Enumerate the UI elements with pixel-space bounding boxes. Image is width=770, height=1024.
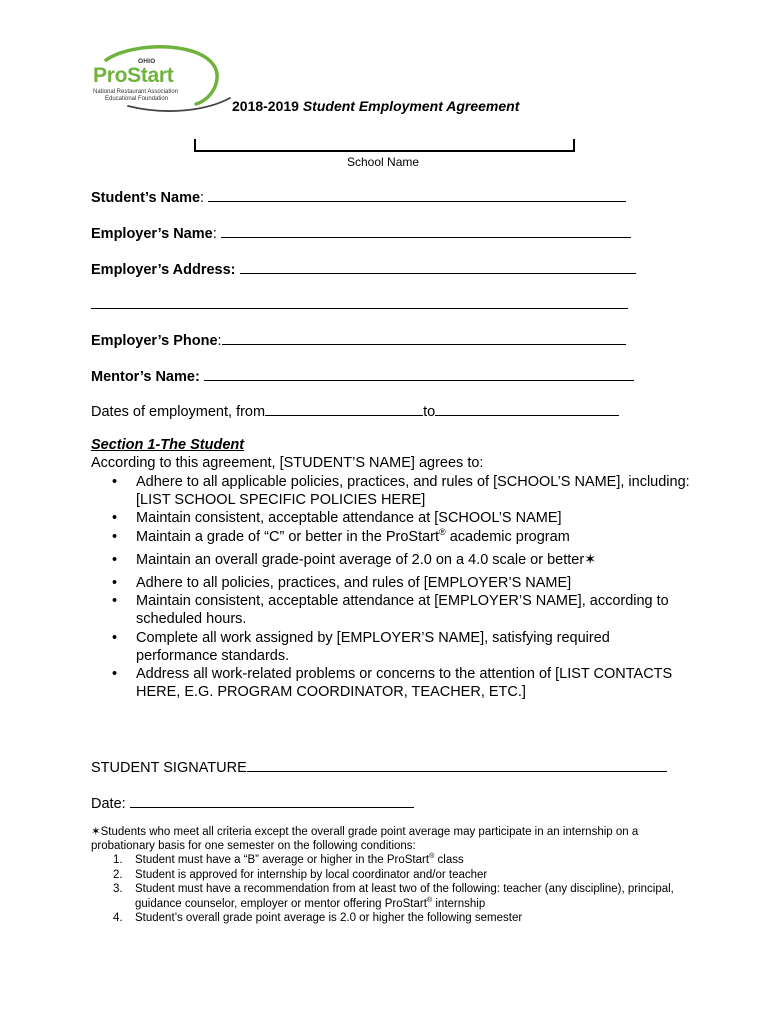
logo-tagline-2: Educational Foundation	[105, 96, 169, 102]
school-name-label: School Name	[347, 155, 420, 169]
list-item: • Adhere to all applicable policies, practices, and rules of [SCHOOL’S NAME], including: [LIST SCHOOL SPECIFIC POLICIES HERE]	[112, 474, 690, 509]
list-item: • Maintain consistent, acceptable attendance at [EMPLOYER’S NAME], according to scheduled hours.	[112, 593, 669, 628]
bullet-icon: •	[112, 575, 118, 592]
dates-to-label: to	[423, 404, 436, 420]
employer-phone-row: Employer’s Phone:	[91, 330, 626, 349]
list-item: • Maintain a grade of “C” or better in the ProStart® academic program	[112, 526, 570, 545]
asterisk-star-icon: ✶	[91, 826, 101, 838]
logo-ohio-text: OHIO	[138, 58, 156, 65]
footnote	[91, 826, 691, 854]
list-item: • Address all work-related problems or concerns to the attention of [LIST CONTACTS HERE, E.G. PROGRAM COORDINATOR, TEACHER, ETC.]	[112, 666, 673, 701]
section-1-list	[112, 473, 692, 701]
bullet-icon: •	[112, 510, 118, 527]
registered-mark: ®	[439, 526, 446, 537]
bullet-icon: •	[112, 551, 118, 568]
list-item: 4. Student’s overall grade point average is 2.0 or higher the following semester	[113, 912, 523, 924]
list-item: • Complete all work assigned by [EMPLOYER’S NAME], satisfying required performance standards.	[112, 629, 610, 664]
mentor-name-label: Mentor’s Name:	[91, 369, 200, 385]
date-row	[91, 793, 414, 812]
title-text: Student Employment Agreement	[302, 98, 520, 114]
dates-row	[91, 401, 619, 420]
employer-name-label: Employer’s Name	[91, 226, 213, 242]
logo-brand-text: ProStart	[93, 64, 174, 87]
date-field[interactable]	[130, 793, 414, 808]
employer-phone-label: Employer’s Phone	[91, 333, 218, 349]
registered-mark: ®	[426, 895, 433, 904]
bullet-icon: •	[112, 593, 118, 610]
student-signature-row	[91, 757, 667, 776]
logo-tagline-1: National Restaurant Association	[93, 89, 179, 95]
list-item: 3. Student must have a recommendation from at least two of the following: teacher (any discipline), principal, guidance counselor, employer or mentor offering ProStart® internship	[113, 883, 674, 910]
mentor-name-field[interactable]	[204, 366, 634, 381]
list-item: • Maintain consistent, acceptable attendance at [SCHOOL’S NAME]	[112, 510, 562, 527]
list-item: • Adhere to all policies, practices, and rules of [EMPLOYER’S NAME]	[112, 575, 572, 592]
list-item: 2. Student is approved for internship by local coordinator and/or teacher	[113, 868, 488, 881]
student-signature-label: STUDENT SIGNATURE	[91, 760, 247, 776]
dates-label: Dates of employment, from	[91, 404, 266, 420]
school-name-field[interactable]	[194, 139, 575, 152]
bullet-icon: •	[112, 629, 118, 646]
asterisk-star-icon: ✶	[584, 551, 597, 568]
section-1-intro: According to this agreement, [STUDENT’S NAME] agrees to:	[91, 455, 484, 471]
start-date-field[interactable]	[265, 401, 423, 416]
employer-address-label: Employer’s Address:	[91, 262, 236, 278]
end-date-field[interactable]	[435, 401, 619, 416]
student-signature-field[interactable]	[247, 757, 667, 772]
bullet-icon: •	[112, 528, 118, 545]
student-name-field[interactable]	[208, 187, 626, 202]
registered-mark: ®	[429, 852, 435, 861]
mentor-name-row	[91, 366, 634, 385]
section-1-title: Section 1-The Student	[91, 437, 245, 453]
employer-address-line-2[interactable]	[91, 308, 628, 309]
employer-name-row: Employer’s Name:	[91, 223, 631, 242]
list-item: • Maintain an overall grade-point average of 2.0 on a 4.0 scale or better✶	[112, 551, 597, 568]
bullet-icon: •	[112, 474, 118, 490]
employer-phone-field[interactable]	[222, 330, 626, 345]
employer-address-field[interactable]	[240, 259, 636, 274]
title-year: 2018-2019	[232, 98, 299, 114]
student-name-label: Student’s Name	[91, 190, 201, 206]
list-item: 1. Student must have a “B” average or higher in the ProStart® class	[113, 852, 464, 866]
document-title	[232, 98, 519, 114]
prostart-logo	[88, 44, 238, 114]
employer-name-field[interactable]	[221, 223, 631, 238]
bullet-icon: •	[112, 666, 118, 683]
conditions-list	[113, 853, 693, 926]
date-label: Date:	[91, 796, 126, 812]
footnote-text: Students who meet all criteria except the overall grade point average may participate in an internship on a probationary basis for one semester on the following conditions:	[91, 826, 639, 852]
student-name-row: Student’s Name:	[91, 187, 626, 206]
employer-address-row	[91, 259, 636, 278]
